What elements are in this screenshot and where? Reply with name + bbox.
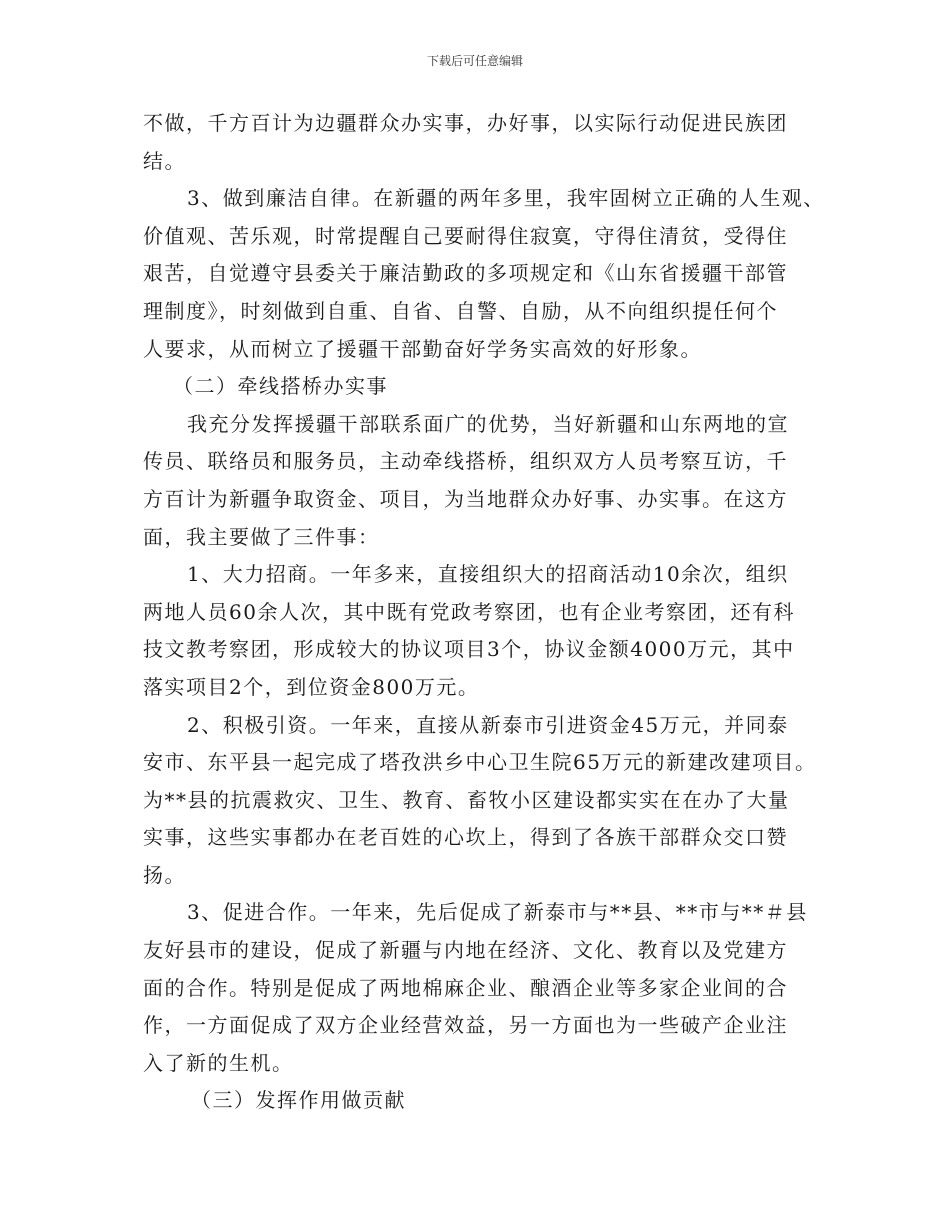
page-header-note: 下载后可任意编辑 [426,54,523,68]
body-line: 作，一方面促成了双方企业经营效益，另一方面也为一些破产企业注 [143,1013,788,1038]
body-line: 友好县市的建设，促成了新疆与内地在经济、文化、教育以及党建方 [143,938,788,963]
body-line: 理制度》，时刻做到自重、自省、自警、自励，从不向组织提任何个 [143,298,778,323]
body-line: 人要求，从而树立了援疆干部勤奋好学务实高效的好形象。 [143,336,702,361]
body-line: 面，我主要做了三件事： [143,524,380,549]
body-line: 面的合作。特别是促成了两地棉麻企业、酿酒企业等多家企业间的合 [143,975,788,1000]
body-line: 艰苦，自觉遵守县委关于廉洁勤政的多项规定和《山东省援疆干部管 [143,261,788,286]
body-line: 方百计为新疆争取资金、项目，为当地群众办好事、办实事。在这方 [143,486,788,511]
body-line: 不做，千方百计为边疆群众办实事，办好事，以实际行动促进民族团 [143,111,788,135]
body-line: 技文教考察团，形成较大的协议项目3个，协议金额4000万元，其中 [143,637,795,662]
section-heading: （三）发挥作用做贡献 [191,1088,406,1113]
document-body [143,105,833,1120]
body-line: 落实项目2个，到位资金800万元。 [143,674,480,699]
section-heading: （二）牵线搭桥办实事 [173,374,388,399]
body-line: 我充分发挥援疆干部联系面广的优势，当好新疆和山东两地的宣 [187,411,789,436]
body-line: 传员、联络员和服务员，主动牵线搭桥，组织双方人员考察互访，千 [143,449,788,474]
body-line: 安市、东平县一起完成了塔孜洪乡中心卫生院65万元的新建改建项目。 [143,750,817,775]
body-line: 实事，这些实事都办在老百姓的心坎上，得到了各族干部群众交口赞 [143,825,788,850]
body-line: 3、促进合作。一年来，先后促成了新泰市与**县、**市与**＃县 [187,900,808,925]
body-line: 扬。 [143,862,186,887]
body-line: 1、大力招商。一年多来，直接组织大的招商活动10余次，组织 [187,562,789,587]
body-line: 价值观、苦乐观，时常提醒自己要耐得住寂寞，守得住清贫，受得住 [143,223,788,248]
body-line: 为**县的抗震救灾、卫生、教育、畜牧小区建设都实实在在办了大量 [143,787,790,812]
body-line: 3、做到廉洁自律。在新疆的两年多里，我牢固树立正确的人生观、 [187,186,825,211]
body-line: 2、积极引资。一年来，直接从新泰市引进资金45万元，并同泰 [187,712,789,737]
body-line: 入了新的生机。 [143,1050,294,1075]
body-line: 结。 [143,148,186,173]
body-line: 两地人员60余人次，其中既有党政考察团，也有企业考察团，还有科 [143,599,795,624]
